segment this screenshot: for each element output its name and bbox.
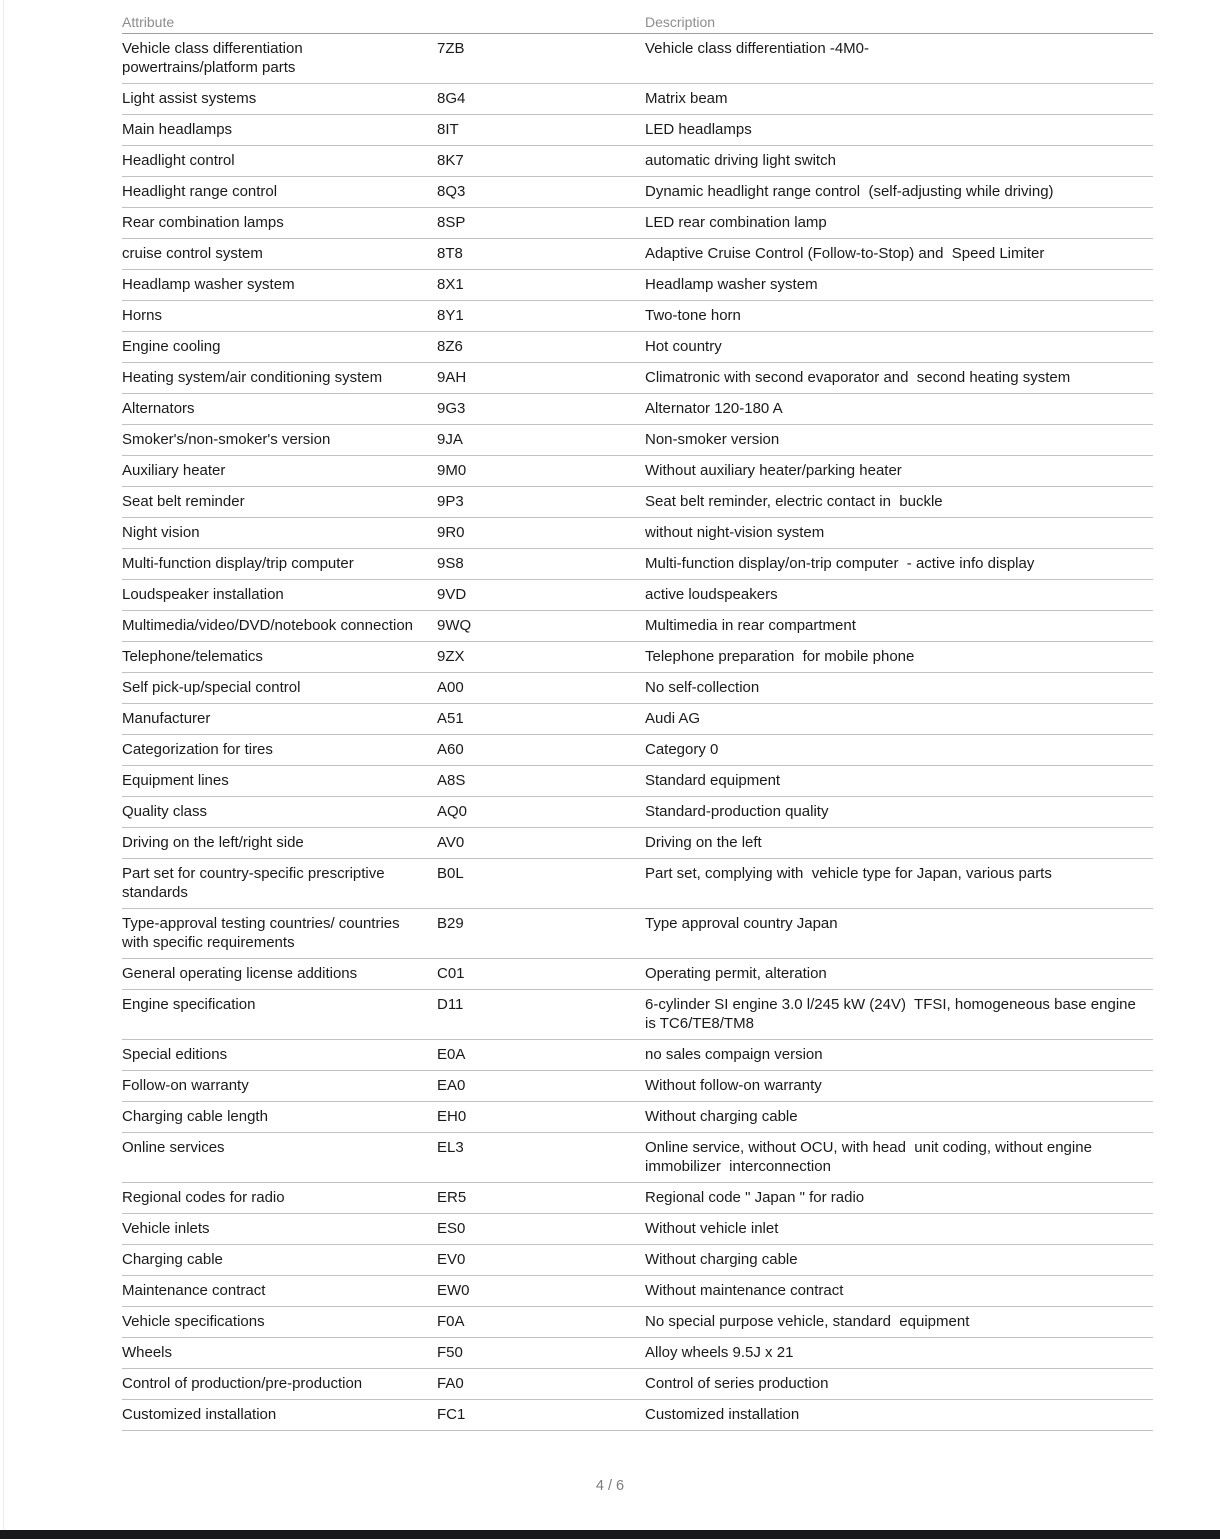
attribute-cell: Self pick-up/special control [122, 679, 301, 696]
description-cell: Category 0 [645, 741, 719, 758]
code-cell: 9G3 [437, 400, 466, 417]
table-row [122, 959, 1153, 990]
table-row [122, 909, 1153, 959]
code-cell: 8K7 [437, 152, 464, 169]
table-row [122, 146, 1153, 177]
description-cell: Alternator 120-180 A [645, 400, 783, 417]
page-edge-line [3, 0, 4, 1530]
table-row [122, 735, 1153, 766]
attribute-cell: Part set for country-specific prescriptive standards [122, 865, 389, 901]
table-row [122, 990, 1153, 1040]
table-row [122, 456, 1153, 487]
code-cell: 9WQ [437, 617, 472, 634]
description-cell: 6-cylinder SI engine 3.0 l/245 kW (24V) TFSI, homogeneous base engine is TC6/TE8/TM8 [645, 996, 1141, 1032]
description-cell: Non-smoker version [645, 431, 780, 448]
description-cell: no sales compaign version [645, 1046, 823, 1063]
attribute-cell: Quality class [122, 803, 208, 820]
description-cell: Standard equipment [645, 772, 781, 789]
code-cell: A60 [437, 741, 464, 758]
table-row [122, 115, 1153, 146]
table-row [122, 1369, 1153, 1400]
page-number: 4 / 6 [595, 1478, 625, 1494]
table-row [122, 1071, 1153, 1102]
code-cell: 9JA [437, 431, 463, 448]
table-row [122, 518, 1153, 549]
description-cell: No special purpose vehicle, standard equipment [645, 1313, 970, 1330]
table-row [122, 332, 1153, 363]
attribute-cell: Driving on the left/right side [122, 834, 304, 851]
code-cell: 9VD [437, 586, 467, 603]
attribute-cell: Night vision [122, 524, 200, 541]
code-cell: FC1 [437, 1406, 466, 1423]
attribute-cell: Engine cooling [122, 338, 221, 355]
table-row [122, 704, 1153, 735]
description-cell: automatic driving light switch [645, 152, 836, 169]
attribute-cell: Manufacturer [122, 710, 211, 727]
code-cell: AV0 [437, 834, 465, 851]
code-cell: 8Q3 [437, 183, 466, 200]
table-row [122, 1183, 1153, 1214]
attribute-cell: Light assist systems [122, 90, 257, 107]
description-cell: Climatronic with second evaporator and second heating system [645, 369, 1071, 386]
attribute-cell: Equipment lines [122, 772, 229, 789]
table-header-row [122, 12, 1153, 34]
table-row [122, 1400, 1153, 1431]
attribute-cell: Special editions [122, 1046, 228, 1063]
code-cell: 9ZX [437, 648, 465, 665]
code-cell: A00 [437, 679, 464, 696]
description-cell: LED rear combination lamp [645, 214, 827, 231]
attribute-cell: cruise control system [122, 245, 263, 262]
column-header-attribute: Attribute [122, 14, 175, 30]
description-cell: No self-collection [645, 679, 760, 696]
code-cell: EH0 [437, 1108, 467, 1125]
attribute-cell: Heating system/air conditioning system [122, 369, 383, 386]
attribute-cell: Control of production/pre-production [122, 1375, 363, 1392]
code-cell: 9P3 [437, 493, 464, 510]
column-header-code [437, 12, 645, 17]
description-cell: Without vehicle inlet [645, 1220, 779, 1237]
description-cell: Without charging cable [645, 1108, 798, 1125]
attribute-cell: Multi-function display/trip computer [122, 555, 354, 572]
table-row [122, 673, 1153, 704]
code-cell: EL3 [437, 1139, 464, 1156]
code-cell: E0A [437, 1046, 466, 1063]
code-cell: 8Z6 [437, 338, 463, 355]
attribute-cell: Customized installation [122, 1406, 277, 1423]
code-cell: AQ0 [437, 803, 468, 820]
attribute-cell: Regional codes for radio [122, 1189, 285, 1206]
description-cell: Online service, without OCU, with head unit coding, without engine immobilizer interconnection [645, 1139, 1097, 1175]
attribute-cell: Charging cable [122, 1251, 223, 1268]
table-row [122, 34, 1153, 84]
attribute-cell: Telephone/telematics [122, 648, 263, 665]
description-cell: Standard-production quality [645, 803, 829, 820]
attribute-cell: Loudspeaker installation [122, 586, 284, 603]
table-row [122, 766, 1153, 797]
attribute-cell: Charging cable length [122, 1108, 268, 1125]
description-cell: Adaptive Cruise Control (Follow-to-Stop) and Speed Limiter [645, 245, 1045, 262]
attribute-cell: Rear combination lamps [122, 214, 284, 231]
attribute-cell: General operating license additions [122, 965, 358, 982]
description-cell: Without charging cable [645, 1251, 798, 1268]
description-cell: active loudspeakers [645, 586, 778, 603]
table-row [122, 611, 1153, 642]
code-cell: EW0 [437, 1282, 470, 1299]
table-row [122, 301, 1153, 332]
description-cell: without night-vision system [645, 524, 825, 541]
description-cell: Seat belt reminder, electric contact in buckle [645, 493, 943, 510]
attribute-cell: Auxiliary heater [122, 462, 226, 479]
attribute-cell: Main headlamps [122, 121, 233, 138]
attribute-cell: Online services [122, 1139, 225, 1156]
attribute-cell: Vehicle specifications [122, 1313, 265, 1330]
code-cell: 8G4 [437, 90, 466, 107]
attribute-cell: Type-approval testing countries/ countries with specific requirements [122, 915, 404, 951]
attribute-cell: Follow-on warranty [122, 1077, 249, 1094]
table-row [122, 1276, 1153, 1307]
table-row [122, 797, 1153, 828]
code-cell: D11 [437, 996, 464, 1013]
attribute-cell: Maintenance contract [122, 1282, 266, 1299]
code-cell: ES0 [437, 1220, 466, 1237]
description-cell: Audi AG [645, 710, 701, 727]
attribute-cell: Vehicle inlets [122, 1220, 210, 1237]
description-cell: Alloy wheels 9.5J x 21 [645, 1344, 794, 1361]
code-cell: F0A [437, 1313, 465, 1330]
code-cell: 8SP [437, 214, 466, 231]
code-cell: B0L [437, 865, 464, 882]
table-row [122, 1102, 1153, 1133]
code-cell: FA0 [437, 1375, 464, 1392]
code-cell: A51 [437, 710, 464, 727]
attributes-table [122, 12, 1153, 1431]
description-cell: Customized installation [645, 1406, 800, 1423]
table-row [122, 859, 1153, 909]
table-row [122, 177, 1153, 208]
description-cell: Driving on the left [645, 834, 762, 851]
attribute-cell: Headlight control [122, 152, 235, 169]
table-row [122, 270, 1153, 301]
description-cell: Control of series production [645, 1375, 829, 1392]
attribute-cell: Engine specification [122, 996, 256, 1013]
description-cell: Telephone preparation for mobile phone [645, 648, 915, 665]
description-cell: LED headlamps [645, 121, 752, 138]
column-header-description: Description [645, 14, 716, 30]
description-cell: Matrix beam [645, 90, 728, 107]
table-row [122, 363, 1153, 394]
description-cell: Without auxiliary heater/parking heater [645, 462, 902, 479]
attribute-cell: Vehicle class differentiation powertrains/platform parts [122, 40, 307, 76]
code-cell: B29 [437, 915, 464, 932]
table-row [122, 1245, 1153, 1276]
table-row [122, 487, 1153, 518]
table-row [122, 425, 1153, 456]
description-cell: Type approval country Japan [645, 915, 838, 932]
description-cell: Multimedia in rear compartment [645, 617, 856, 634]
code-cell: C01 [437, 965, 465, 982]
description-cell: Multi-function display/on-trip computer - active info display [645, 555, 1035, 572]
code-cell: 8Y1 [437, 307, 464, 324]
table-row [122, 549, 1153, 580]
attribute-cell: Seat belt reminder [122, 493, 245, 510]
code-cell: 8IT [437, 121, 459, 138]
description-cell: Dynamic headlight range control (self-adjusting while driving) [645, 183, 1054, 200]
table-row [122, 84, 1153, 115]
attribute-cell: Alternators [122, 400, 195, 417]
code-cell: EV0 [437, 1251, 466, 1268]
code-cell: 8T8 [437, 245, 463, 262]
description-cell: Vehicle class differentiation -4M0- [645, 40, 870, 57]
code-cell: 8X1 [437, 276, 464, 293]
description-cell: Two-tone horn [645, 307, 741, 324]
description-cell: Part set, complying with vehicle type for Japan, various parts [645, 865, 1052, 882]
description-cell: Operating permit, alteration [645, 965, 827, 982]
description-cell: Without maintenance contract [645, 1282, 844, 1299]
attribute-cell: Smoker's/non-smoker's version [122, 431, 331, 448]
table-row [122, 1040, 1153, 1071]
table-row [122, 642, 1153, 673]
code-cell: ER5 [437, 1189, 467, 1206]
description-cell: Regional code " Japan " for radio [645, 1189, 865, 1206]
attribute-cell: Multimedia/video/DVD/notebook connection [122, 617, 413, 634]
attribute-cell: Headlamp washer system [122, 276, 295, 293]
code-cell: 9S8 [437, 555, 464, 572]
code-cell: F50 [437, 1344, 463, 1361]
attribute-cell: Wheels [122, 1344, 173, 1361]
code-cell: 9M0 [437, 462, 467, 479]
code-cell: 9AH [437, 369, 467, 386]
code-cell: 7ZB [437, 40, 465, 57]
table-row [122, 1338, 1153, 1369]
table-row [122, 828, 1153, 859]
bottom-bar [0, 1530, 1220, 1539]
attribute-cell: Categorization for tires [122, 741, 273, 758]
table-row [122, 394, 1153, 425]
attribute-cell: Horns [122, 307, 163, 324]
description-cell: Without follow-on warranty [645, 1077, 822, 1094]
table-body [122, 34, 1153, 1431]
code-cell: A8S [437, 772, 466, 789]
attribute-cell: Headlight range control [122, 183, 278, 200]
table-row [122, 208, 1153, 239]
description-cell: Hot country [645, 338, 722, 355]
table-row [122, 1133, 1153, 1183]
table-row [122, 239, 1153, 270]
table-row [122, 580, 1153, 611]
description-cell: Headlamp washer system [645, 276, 818, 293]
table-row [122, 1214, 1153, 1245]
code-cell: EA0 [437, 1077, 466, 1094]
table-row [122, 1307, 1153, 1338]
code-cell: 9R0 [437, 524, 465, 541]
